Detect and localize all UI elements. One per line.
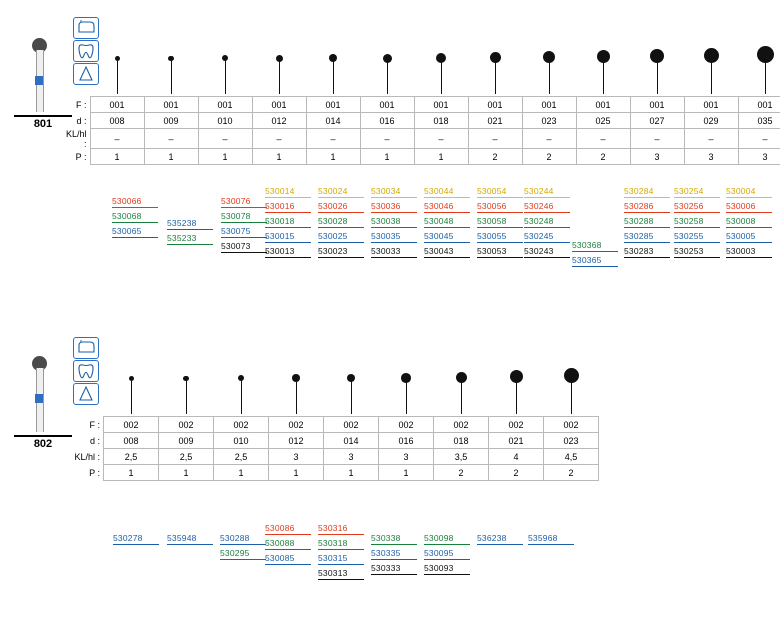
ref-number[interactable]: 530044	[424, 186, 470, 198]
ref-number[interactable]: 530006	[726, 201, 772, 213]
ref-column	[221, 196, 267, 256]
cell-p: 2	[544, 465, 599, 481]
cell-kl: –	[90, 129, 144, 149]
ref-number[interactable]: 530245	[524, 231, 570, 243]
ref-number[interactable]: 530045	[424, 231, 470, 243]
bur-pictogram	[159, 372, 214, 417]
ref-column	[318, 523, 364, 583]
cell-d: 009	[159, 433, 214, 449]
cell-kl: –	[630, 129, 684, 149]
bur-pictogram	[379, 372, 434, 417]
bur-pictogram	[522, 52, 576, 97]
cell-d: 016	[379, 433, 434, 449]
table-row-F	[66, 417, 599, 433]
cell-kl: –	[738, 129, 780, 149]
cell-kl: 3	[324, 449, 379, 465]
bur-pictogram	[214, 372, 269, 417]
bur-pictogram	[489, 372, 544, 417]
ref-number[interactable]: 530016	[265, 201, 311, 213]
ref-number[interactable]: 530004	[726, 186, 772, 198]
handpiece-icon	[75, 19, 97, 37]
ref-number[interactable]: 530075	[221, 226, 267, 238]
cell-p: 1	[269, 465, 324, 481]
bur-color-band	[35, 76, 43, 85]
spec-table-801	[66, 52, 780, 165]
ref-number[interactable]: 530003	[726, 246, 772, 258]
ref-number[interactable]: 530034	[371, 186, 417, 198]
row-label-p: P :	[75, 151, 87, 162]
ref-column	[572, 240, 618, 270]
ref-column	[220, 533, 266, 563]
cell-F: 001	[198, 97, 252, 113]
cell-F: 002	[489, 417, 544, 433]
ref-number[interactable]: 530058	[477, 216, 523, 228]
ref-number[interactable]: 530283	[624, 246, 670, 258]
cell-F: 002	[324, 417, 379, 433]
ref-number[interactable]: 530254	[674, 186, 720, 198]
bur-pictogram	[738, 52, 780, 97]
cell-kl: 4	[489, 449, 544, 465]
cell-F: 002	[269, 417, 324, 433]
ref-number[interactable]: 530243	[524, 246, 570, 258]
spec-table-802	[66, 372, 599, 481]
bur-pictogram	[198, 52, 252, 97]
ref-number[interactable]: 530024	[318, 186, 364, 198]
bur-color-band	[35, 394, 43, 403]
ref-number[interactable]: 530288	[624, 216, 670, 228]
cell-kl: –	[360, 129, 414, 149]
ref-column	[424, 533, 470, 578]
ref-column	[524, 186, 570, 261]
ref-number[interactable]: 530253	[674, 246, 720, 258]
cell-p: 1	[379, 465, 434, 481]
cell-kl: –	[468, 129, 522, 149]
ref-number[interactable]: 535233	[167, 233, 213, 245]
ref-number[interactable]: 530248	[524, 216, 570, 228]
ref-number[interactable]: 530036	[371, 201, 417, 213]
ref-number[interactable]: 530288	[220, 533, 266, 545]
cell-p: 2	[522, 149, 576, 165]
group-802	[0, 320, 780, 630]
cell-F: 002	[434, 417, 489, 433]
cell-p: 1	[324, 465, 379, 481]
tool-illustration-802	[14, 334, 74, 450]
ref-number[interactable]: 530026	[318, 201, 364, 213]
icon-box-handpiece[interactable]	[73, 337, 99, 359]
cell-p: 3	[684, 149, 738, 165]
bur-pictogram	[324, 372, 379, 417]
cell-p: 2	[468, 149, 522, 165]
ref-number[interactable]: 530035	[371, 231, 417, 243]
cell-kl: –	[576, 129, 630, 149]
cell-F: 001	[144, 97, 198, 113]
ref-number[interactable]: 530008	[726, 216, 772, 228]
ref-column	[318, 186, 364, 261]
ref-number[interactable]: 530088	[265, 538, 311, 550]
table-row-P	[66, 465, 599, 481]
baseline-rule	[14, 115, 72, 117]
cell-F: 001	[414, 97, 468, 113]
baseline-rule	[14, 435, 72, 437]
bur-pictogram	[544, 372, 599, 417]
cell-F: 002	[544, 417, 599, 433]
cell-p: 1	[90, 149, 144, 165]
ref-number[interactable]: 530054	[477, 186, 523, 198]
ref-number[interactable]: 530015	[265, 231, 311, 243]
cell-d: 014	[306, 113, 360, 129]
cell-F: 002	[379, 417, 434, 433]
ref-number[interactable]: 530028	[318, 216, 364, 228]
ref-number[interactable]: 530318	[318, 538, 364, 550]
bur-pictogram	[414, 52, 468, 97]
ref-number[interactable]: 530005	[726, 231, 772, 243]
row-label-kl: KL/hl :	[74, 451, 100, 462]
row-label-F: F :	[89, 419, 100, 430]
row-label-F: F :	[76, 99, 87, 110]
ref-number[interactable]: 530048	[424, 216, 470, 228]
ref-column	[477, 533, 523, 548]
cell-d: 025	[576, 113, 630, 129]
cell-kl: 3	[269, 449, 324, 465]
cell-kl: 2,5	[214, 449, 269, 465]
cell-kl: –	[252, 129, 306, 149]
ref-number[interactable]: 530255	[674, 231, 720, 243]
cell-p: 2	[489, 465, 544, 481]
cell-p: 3	[630, 149, 684, 165]
tool-illustration-801	[14, 14, 74, 130]
ref-number[interactable]: 530043	[424, 246, 470, 258]
ref-number[interactable]: 530066	[112, 196, 158, 208]
ref-column	[528, 533, 574, 548]
row-label-p: P :	[89, 467, 100, 478]
bur-pictogram	[104, 372, 159, 417]
cell-F: 001	[522, 97, 576, 113]
cell-p: 2	[576, 149, 630, 165]
table-row-pictograms	[66, 52, 780, 97]
bur-pictogram	[306, 52, 360, 97]
cell-d: 012	[269, 433, 324, 449]
cell-kl: –	[198, 129, 252, 149]
cell-d: 023	[544, 433, 599, 449]
cell-kl: 3	[379, 449, 434, 465]
ref-column	[167, 533, 213, 548]
table-row-KL	[66, 129, 780, 149]
bur-pictogram	[252, 52, 306, 97]
icon-box-handpiece[interactable]	[73, 17, 99, 39]
cell-d: 035	[738, 113, 780, 129]
ref-number[interactable]: 530046	[424, 201, 470, 213]
cell-F: 002	[214, 417, 269, 433]
cell-p: 1	[414, 149, 468, 165]
ref-column	[371, 533, 417, 578]
cell-d: 023	[522, 113, 576, 129]
bur-pictogram	[468, 52, 522, 97]
bur-pictogram	[90, 52, 144, 97]
ref-column	[112, 196, 158, 241]
ref-number[interactable]: 530316	[318, 523, 364, 535]
ref-number[interactable]: 530095	[424, 548, 470, 560]
cell-F: 001	[738, 97, 780, 113]
bur-pictogram	[144, 52, 198, 97]
cell-F: 001	[252, 97, 306, 113]
cell-p: 1	[144, 149, 198, 165]
ref-number[interactable]: 530285	[624, 231, 670, 243]
cell-p: 1	[159, 465, 214, 481]
ref-number[interactable]: 530065	[112, 226, 158, 238]
bur-pictogram	[684, 52, 738, 97]
ref-number[interactable]: 530068	[112, 211, 158, 223]
bur-pictogram	[576, 52, 630, 97]
table-row-KL	[66, 449, 599, 465]
ref-column	[624, 186, 670, 261]
cell-kl: 3,5	[434, 449, 489, 465]
row-label-empty	[66, 52, 90, 97]
bur-pictogram	[630, 52, 684, 97]
ref-number[interactable]: 536238	[477, 533, 523, 545]
cell-p: 1	[360, 149, 414, 165]
cell-d: 021	[489, 433, 544, 449]
cell-p: 1	[198, 149, 252, 165]
table-row-d	[66, 113, 780, 129]
ref-column	[167, 218, 213, 248]
handpiece-icon	[75, 339, 97, 357]
cell-F: 002	[159, 417, 214, 433]
group-code-801: 801	[33, 118, 53, 130]
cell-d: 016	[360, 113, 414, 129]
ref-number[interactable]: 530023	[318, 246, 364, 258]
cell-F: 002	[104, 417, 159, 433]
cell-kl: –	[306, 129, 360, 149]
ref-number[interactable]: 530053	[477, 246, 523, 258]
ref-number[interactable]: 530333	[371, 563, 417, 575]
ref-column	[371, 186, 417, 261]
row-label-d: d :	[89, 435, 100, 446]
row-label-empty	[66, 372, 104, 417]
ref-number[interactable]: 530014	[265, 186, 311, 198]
cell-p: 1	[214, 465, 269, 481]
cell-d: 010	[214, 433, 269, 449]
cell-d: 009	[144, 113, 198, 129]
ref-number[interactable]: 530338	[371, 533, 417, 545]
ref-column	[113, 533, 159, 548]
ref-number[interactable]: 530278	[113, 533, 159, 545]
ref-number[interactable]: 530256	[674, 201, 720, 213]
cell-d: 008	[90, 113, 144, 129]
cell-kl: –	[522, 129, 576, 149]
ref-number[interactable]: 530365	[572, 255, 618, 267]
ref-number[interactable]: 530033	[371, 246, 417, 258]
table-row-F	[66, 97, 780, 113]
cell-p: 1	[252, 149, 306, 165]
ref-number[interactable]: 530313	[318, 568, 364, 580]
cell-F: 001	[576, 97, 630, 113]
ref-number[interactable]: 530073	[221, 241, 267, 253]
table-row-d	[66, 433, 599, 449]
cell-p: 1	[104, 465, 159, 481]
ref-number[interactable]: 530258	[674, 216, 720, 228]
cell-F: 001	[360, 97, 414, 113]
cell-kl: 2,5	[104, 449, 159, 465]
ref-number[interactable]: 530078	[221, 211, 267, 223]
row-label-kl: KL/hl :	[66, 128, 87, 149]
cell-p: 3	[738, 149, 780, 165]
ref-number[interactable]: 530013	[265, 246, 311, 258]
ref-number[interactable]: 530038	[371, 216, 417, 228]
ref-number[interactable]: 530018	[265, 216, 311, 228]
ref-number[interactable]: 530246	[524, 201, 570, 213]
ref-number[interactable]: 535968	[528, 533, 574, 545]
ref-number[interactable]: 530093	[424, 563, 470, 575]
cell-d: 018	[434, 433, 489, 449]
cell-d: 021	[468, 113, 522, 129]
ref-column	[424, 186, 470, 261]
bur-pictogram	[269, 372, 324, 417]
ref-number[interactable]: 530368	[572, 240, 618, 252]
ref-column	[477, 186, 523, 261]
cell-kl: 2,5	[159, 449, 214, 465]
cell-d: 014	[324, 433, 379, 449]
ref-number[interactable]: 530244	[524, 186, 570, 198]
bur-pictogram	[360, 52, 414, 97]
cell-d: 008	[104, 433, 159, 449]
ref-number[interactable]: 530076	[221, 196, 267, 208]
ref-number[interactable]: 530315	[318, 553, 364, 565]
bur-pictogram	[434, 372, 489, 417]
ref-number[interactable]: 530335	[371, 548, 417, 560]
group-code-802: 802	[33, 438, 53, 450]
ref-number[interactable]: 530055	[477, 231, 523, 243]
cell-kl: 4,5	[544, 449, 599, 465]
cell-F: 001	[306, 97, 360, 113]
ref-number[interactable]: 530025	[318, 231, 364, 243]
cell-kl: –	[414, 129, 468, 149]
ref-number[interactable]: 530295	[220, 548, 266, 560]
cell-d: 029	[684, 113, 738, 129]
ref-column	[265, 186, 311, 261]
ref-number[interactable]: 535238	[167, 218, 213, 230]
cell-F: 001	[468, 97, 522, 113]
cell-F: 001	[90, 97, 144, 113]
cell-d: 027	[630, 113, 684, 129]
cell-d: 010	[198, 113, 252, 129]
table-row-pictograms	[66, 372, 599, 417]
ref-column	[674, 186, 720, 261]
cell-d: 018	[414, 113, 468, 129]
ref-number[interactable]: 530286	[624, 201, 670, 213]
table-row-P	[66, 149, 780, 165]
cell-kl: –	[684, 129, 738, 149]
ref-column	[265, 523, 311, 568]
ref-number[interactable]: 535948	[167, 533, 213, 545]
cell-F: 001	[630, 97, 684, 113]
row-label-d: d :	[76, 115, 87, 126]
ref-number[interactable]: 530284	[624, 186, 670, 198]
cell-F: 001	[684, 97, 738, 113]
ref-number[interactable]: 530056	[477, 201, 523, 213]
ref-column	[726, 186, 772, 261]
cell-kl: –	[144, 129, 198, 149]
cell-p: 2	[434, 465, 489, 481]
ref-number[interactable]: 530098	[424, 533, 470, 545]
ref-number[interactable]: 530085	[265, 553, 311, 565]
cell-p: 1	[306, 149, 360, 165]
ref-number[interactable]: 530086	[265, 523, 311, 535]
cell-d: 012	[252, 113, 306, 129]
